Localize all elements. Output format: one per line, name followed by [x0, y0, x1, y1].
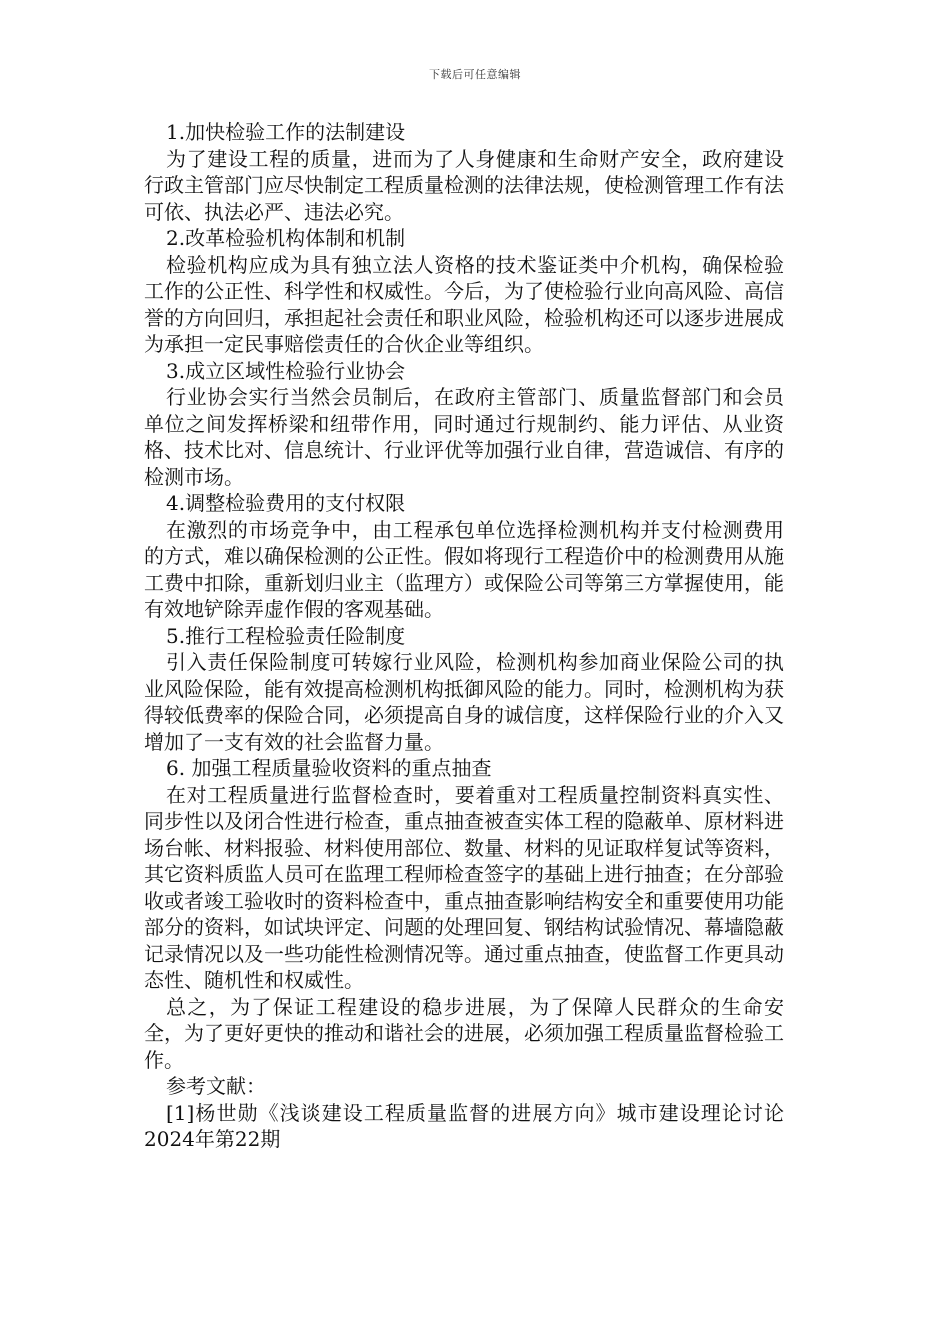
paragraph: 行业协会实行当然会员制后，在政府主管部门、质量监督部门和会员单位之间发挥桥梁和纽带作用，同时通过行规制约、能力评估、从业资格、技术比对、信息统计、行业评优等加强行业自律，营造诚信、有序的检测市场。 [144, 385, 784, 489]
page-header-note: 下载后可任意编辑 [429, 68, 521, 81]
paragraph: 在对工程质量进行监督检查时，要着重对工程质量控制资料真实性、同步性以及闭合性进行检查，重点抽查被查实体工程的隐蔽单、原材料进场台帐、材料报验、材料使用部位、数量、材料的见证取样复试等资料，其它资料质监人员可在监理工程师检查签字的基础上进行抽查；在分部验收或者竣工验收时的资料检查中，重点抽查影响结构安全和重要使用功能部分的资料，如试块评定、问题的处理回复、钢结构试验情况、幕墙隐蔽记录情况以及一些功能性检测情况等。通过重点抽查，使监督工作更具动态性、随机性和权威性。 [144, 782, 784, 992]
section-heading-1: 1.加快检验工作的法制建设 [166, 120, 406, 144]
references-heading: 参考文献： [166, 1074, 266, 1098]
conclusion-paragraph: 总之，为了保证工程建设的稳步进展，为了保障人民群众的生命安全，为了更好更快的推动和谐社会的进展，必须加强工程质量监督检验工作。 [144, 994, 784, 1072]
section-heading-5: 5.推行工程检验责任险制度 [166, 623, 406, 648]
paragraph: 引入责任保险制度可转嫁行业风险，检测机构参加商业保险公司的执业风险保险，能有效提高检测机构抵御风险的能力。同时，检测机构为获得较低费率的保险合同，必须提高自身的诚信度，这样保险行业的介入又增加了一支有效的社会监督力量。 [144, 650, 784, 754]
section-heading-4: 4.调整检验费用的支付权限 [166, 491, 406, 515]
paragraph: 为了建设工程的质量，进而为了人身健康和生命财产安全，政府建设行政主管部门应尽快制定工程质量检测的法律法规，使检测管理工作有法可依、执法必严、违法必究。 [144, 146, 784, 224]
document-body [144, 119, 784, 1153]
section-heading-2: 2.改革检验机构体制和机制 [166, 226, 406, 250]
paragraph: 在激烈的市场竞争中，由工程承包单位选择检测机构并支付检测费用的方式，难以确保检测的公正性。假如将现行工程造价中的检测费用从施工费中扣除，重新划归业主（监理方）或保险公司等第三方掌握使用，能有效地铲除弄虚作假的客观基础。 [144, 517, 784, 621]
reference-item: [1]杨世勋《浅谈建设工程质量监督的进展方向》城市建设理论讨论 2024年第22期 [144, 1100, 784, 1151]
paragraph: 检验机构应成为具有独立法人资格的技术鉴证类中介机构，确保检验工作的公正性、科学性和权威性。今后，为了使检验行业向高风险、高信誉的方向回归，承担起社会责任和职业风险，检验机构还可以逐步进展成为承担一定民事赔偿责任的合伙企业等组织。 [144, 252, 784, 356]
section-heading-3: 3.成立区域性检验行业协会 [166, 358, 406, 383]
section-heading-6: 6. 加强工程质量验收资料的重点抽查 [166, 756, 492, 780]
